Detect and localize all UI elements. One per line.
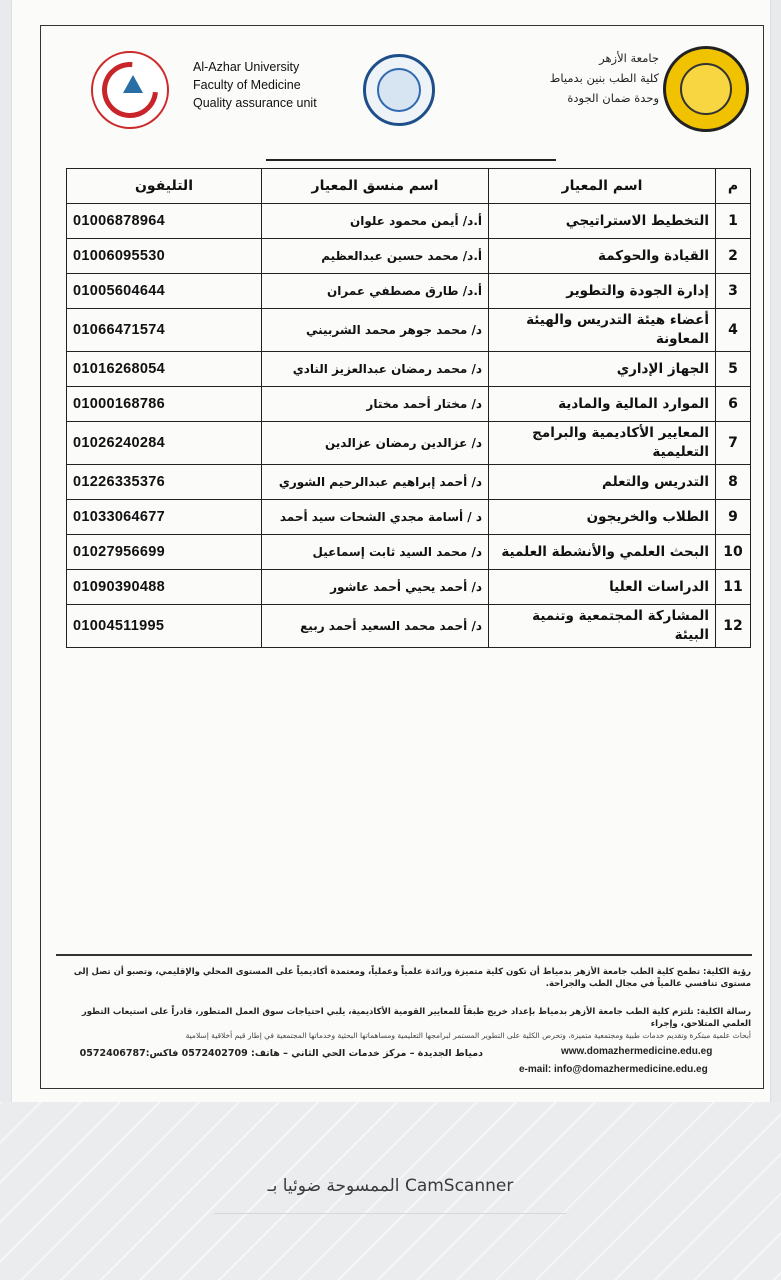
standard-name: الجهاز الإداري: [489, 352, 716, 387]
faculty-name-ar: كلية الطب بنين بدمياط: [549, 71, 659, 85]
row-number: 11: [716, 570, 751, 605]
row-number: 2: [716, 239, 751, 274]
row-number: 7: [716, 422, 751, 465]
phone-number: 01026240284: [67, 422, 262, 465]
coordinator-name: أ.د/ محمد حسين عبدالعظيم: [262, 239, 489, 274]
phone-number: 01033064677: [67, 500, 262, 535]
table-header-row: [67, 169, 751, 204]
coordinator-name: د/ مختار أحمد مختار: [262, 387, 489, 422]
coordinator-name: د/ أحمد محمد السعيد أحمد ربيع: [262, 605, 489, 648]
col-phone: التليفون: [67, 169, 262, 204]
table-row: [67, 465, 751, 500]
faculty-vision: رؤية الكلية: تطمح كلية الطب جامعة الأزهر بدمياط أن تكون كلية متميزة ورائدة علمياً وعملياً، ومعتمدة أكاديمياً على المستوى المحلي والإقليمي، وتصبو أن تصل إلى مستوى تنافسي عالمياً في مجال الطب والجراحة.: [73, 967, 751, 989]
coordinator-name: د/ محمد جوهر محمد الشربيني: [262, 309, 489, 352]
arabic-header: [489, 48, 659, 108]
email-link[interactable]: e-mail: info@domazhermedicine.edu.eg: [519, 1064, 708, 1075]
coordinator-name: د/ محمد رمضان عبدالعزيز النادي: [262, 352, 489, 387]
col-coordinator-name: اسم منسق المعيار: [262, 169, 489, 204]
website-link[interactable]: www.domazhermedicine.edu.eg: [561, 1046, 713, 1057]
col-number: م: [716, 169, 751, 204]
table-row: [67, 274, 751, 309]
phone-number: 01006095530: [67, 239, 262, 274]
table-row: [67, 500, 751, 535]
coordinator-name: د/ محمد السيد ثابت إسماعيل: [262, 535, 489, 570]
caption-underline: [214, 1213, 566, 1214]
table-row: [67, 535, 751, 570]
quality-unit-logo-icon: [363, 54, 435, 126]
unit-name-en: Quality assurance unit: [193, 96, 317, 110]
coordinator-name: أ.د/ أيمن محمود علوان: [262, 204, 489, 239]
phone-number: 01006878964: [67, 204, 262, 239]
row-number: 4: [716, 309, 751, 352]
mission-line-1: رسالة الكلية: تلتزم كلية الطب جامعة الأزهر بدمياط بإعداد خريج طبقاً للمعايير القومية الأكاديمية، يلبي احتياجات سوق العمل المتطور، قادراً على استيعاب التطور العلمي المتلاحق، وإجراء: [81, 1007, 751, 1029]
header-divider: [266, 159, 556, 161]
table-row: [67, 309, 751, 352]
mission-line-2: أبحاث علمية مبتكرة وتقديم خدمات طبية ومجتمعية متميزة، وتحرص الكلية على التطوير المستمر لبرامجها التعليمية ومساهماتها البحثية وخدماتها المجتمعية في إطار قيم أخلاقية إسلامية: [185, 1031, 751, 1040]
unit-name-ar: وحدة ضمان الجودة: [567, 91, 659, 105]
faculty-name-en: Faculty of Medicine: [193, 78, 301, 92]
standard-name: الطلاب والخريجون: [489, 500, 716, 535]
standards-table: [66, 168, 751, 648]
al-azhar-university-logo-icon: [663, 46, 749, 132]
university-name-en: Al-Azhar University: [193, 60, 300, 74]
col-standard-name: اسم المعيار: [489, 169, 716, 204]
table-row: [67, 204, 751, 239]
phone-number: 01000168786: [67, 387, 262, 422]
coordinator-name: د/ أحمد يحيي أحمد عاشور: [262, 570, 489, 605]
table-row: [67, 570, 751, 605]
footer-divider: [56, 954, 752, 956]
standard-name: التخطيط الاستراتيجي: [489, 204, 716, 239]
standard-name: البحث العلمي والأنشطة العلمية: [489, 535, 716, 570]
coordinator-name: د/ أحمد إبراهيم عبدالرحيم الشوري: [262, 465, 489, 500]
phone-number: 01066471574: [67, 309, 262, 352]
standard-name: التدريس والتعلم: [489, 465, 716, 500]
camscanner-caption: الممسوحة ضوئيا بـ CamScanner: [267, 1176, 514, 1196]
row-number: 9: [716, 500, 751, 535]
phone-number: 01090390488: [67, 570, 262, 605]
english-header: [193, 58, 353, 112]
table-row: [67, 422, 751, 465]
row-number: 8: [716, 465, 751, 500]
page-frame: [40, 25, 764, 1089]
table-row: [67, 387, 751, 422]
standard-name: الدراسات العليا: [489, 570, 716, 605]
table-row: [67, 352, 751, 387]
standard-name: الموارد المالية والمادية: [489, 387, 716, 422]
standard-name: المعايير الأكاديمية والبرامج التعليمية: [489, 422, 716, 465]
table-row: [67, 605, 751, 648]
phone-number: 01226335376: [67, 465, 262, 500]
scanned-page: [12, 0, 770, 1102]
row-number: 3: [716, 274, 751, 309]
row-number: 5: [716, 352, 751, 387]
row-number: 12: [716, 605, 751, 648]
letterhead: [41, 26, 763, 166]
coordinator-name: د / أسامة مجدي الشحات سيد أحمد: [262, 500, 489, 535]
phone-number: 01027956699: [67, 535, 262, 570]
row-number: 6: [716, 387, 751, 422]
university-name-ar: جامعة الأزهر: [599, 51, 659, 65]
row-number: 1: [716, 204, 751, 239]
faculty-mission: [66, 1006, 751, 1042]
coordinator-name: د/ عزالدين رمضان عزالدين: [262, 422, 489, 465]
phone-number: 01005604644: [67, 274, 262, 309]
row-number: 10: [716, 535, 751, 570]
faculty-address: دمياط الجديدة – مركز خدمات الحي الثاني – هاتف: 0572402709 فاكس:0572406787: [79, 1048, 483, 1059]
table-row: [67, 239, 751, 274]
coordinator-name: أ.د/ طارق مصطفي عمران: [262, 274, 489, 309]
faculty-logo-icon: [91, 51, 169, 129]
standard-name: المشاركة المجتمعية وتنمية البيئة: [489, 605, 716, 648]
standard-name: القيادة والحوكمة: [489, 239, 716, 274]
standard-name: أعضاء هيئة التدريس والهيئة المعاونة: [489, 309, 716, 352]
phone-number: 01016268054: [67, 352, 262, 387]
phone-number: 01004511995: [67, 605, 262, 648]
standard-name: إدارة الجودة والتطوير: [489, 274, 716, 309]
